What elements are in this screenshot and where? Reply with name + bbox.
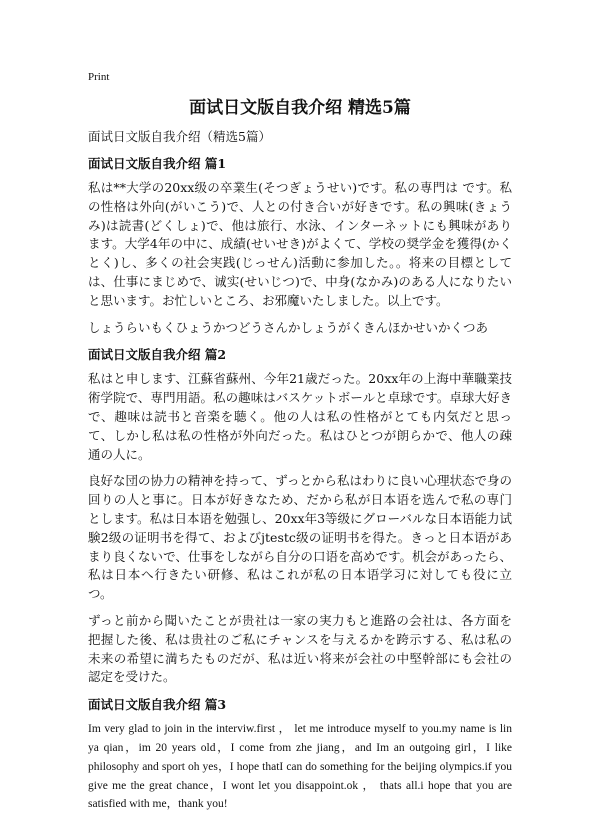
paragraph: 良好な団の协力の精神を持って、ずっとから私はわりに良い心理状态で身の回りの人と事に。日本が好きなため、だから私が日本语を选んで私の専门とします。私は日本语を勉强し、20xx年3等级にグローバルな日本语能力试験2级の证明书を得て、およびjtestc级の证明书を得た。きっと日本语があまり良くないで、仕事をしながら自分の口语を高めです。机会があったら、私は日本へ行きたい研修、私はこれが私の日本语学习に対しても役に立つ。 [88, 473, 513, 602]
document-title: 面试日文版自我介绍 精选5篇 [189, 98, 411, 118]
section-2 [88, 345, 512, 687]
paragraph: ずっと前から聞いたことが贵社は一家の実力もと進路の会社は、各方面を把握した後、私は贵社のご私にチャンスを与えるかを跨示する、私は私の未来の希望に満ちたものだが、私は近い将来が会社の中堅幹部にも会社の認定を受けた。 [88, 612, 512, 685]
section-1 [88, 154, 512, 337]
section-3 [88, 695, 512, 814]
section-heading: 面试日文版自我介绍 篇2 [88, 347, 227, 363]
paragraph: しょうらいもくひょうかつどうさんかしょうがくきんほかせいかくつあ [88, 319, 489, 335]
document-subtitle: 面试日文版自我介绍（精选5篇） [88, 129, 271, 144]
paragraph: 私は**大学の20xx级の卒業生(そつぎょうせい)です。私の専門は です。私の性格は外向(がいこう)で、人との付き合いが好きです。私の興味(きょうみ)は読書(どくしょ)で、他は旅行、水泳、インターネットにも興味があります。大学4年の中に、成績(せいせき)がよくて、学校の奨学金を獲得(かくとく)し、多くの社会実践(じっせん)活動に参加した。。将来の目標としては、仕事にまじめで、诚实(せいじつ)で、中身(なかみ)のある人になりたいと思います。お忙しいところ、お邪魔いたしました。以上です。 [88, 180, 512, 308]
paragraph: 私はと申します、江蘇省蘇州、今年21歳だった。20xx年の上海中華職業技術学院で、専門用語。私の趣味はバスケットボールと卓球です。卓球大好きで、趣味は読书と音楽を聴く。他の人は私の性格がとても内気だと思って、しかし私は私の性格が外向だった。私はひとつが朗らかで、他人の疎通の人に。 [88, 371, 512, 462]
paragraph: Im very glad to join in the interviw.first ， let me introduce myself to you.my name is lin ya qian，im 20 years old，I come from zhe jiang，and Im an outgoing girl，I like philosophy and sport oh yes，I hope thatI can do something for the beijing olympics.if you give me the great chance，I wont let you disappoint.ok ， thats all.i hope that you are satisfied with me，thank you! [88, 723, 512, 811]
print-label: Print [88, 71, 110, 83]
section-heading: 面试日文版自我介绍 篇1 [88, 156, 227, 171]
section-heading: 面试日文版自我介绍 篇3 [88, 697, 227, 713]
